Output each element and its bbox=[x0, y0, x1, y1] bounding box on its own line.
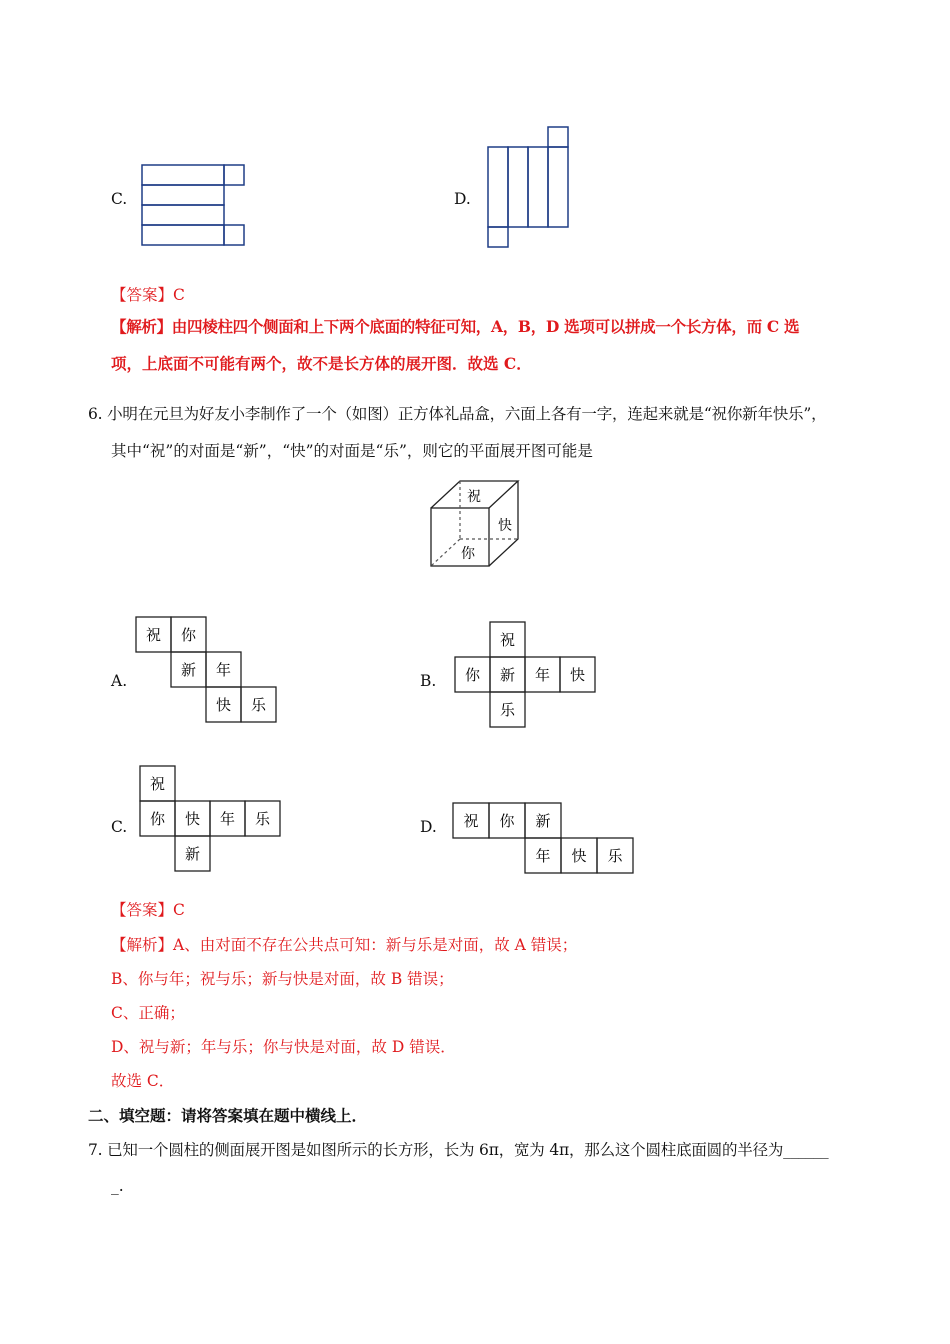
net-cell: 乐 bbox=[254, 810, 271, 828]
q5-option-c-figure bbox=[140, 162, 250, 252]
net-cell: 年 bbox=[534, 666, 551, 684]
q6-analysis-line: C、正确； bbox=[111, 1004, 185, 1022]
net-cell: 祝 bbox=[145, 626, 162, 644]
q6-analysis-line: 故选 C． bbox=[111, 1072, 175, 1090]
q7-stem-line2: _. bbox=[111, 1177, 124, 1195]
net-cell: 年 bbox=[535, 847, 551, 865]
q6-stem-line1: 6. 小明在元旦为好友小李制作了一个（如图）正方体礼品盒，六面上各有一字，连起来就是“祝你新年快乐”， bbox=[88, 405, 827, 423]
net-cell: 年 bbox=[215, 661, 232, 679]
net-cell: 新 bbox=[499, 666, 516, 684]
q6-analysis-line: D、祝与新；年与乐；你与快是对面，故 D 错误． bbox=[111, 1038, 456, 1056]
net-cell: 你 bbox=[180, 626, 197, 644]
net-cell: 你 bbox=[149, 810, 166, 828]
q5-analysis-line2: 项，上底面不可能有两个，故不是长方体的展开图．故选 C． bbox=[111, 354, 532, 373]
q5-option-c-label: C. bbox=[111, 190, 128, 208]
net-cell: 乐 bbox=[607, 847, 623, 865]
net-cell: 祝 bbox=[463, 812, 479, 830]
net-cell: 快 bbox=[569, 666, 586, 684]
cube-top-face: 祝 bbox=[467, 489, 481, 505]
net-cell: 祝 bbox=[149, 775, 166, 793]
net-cell: 快 bbox=[184, 810, 201, 828]
q6-option-b-label: B. bbox=[420, 672, 437, 690]
q5-answer: 【答案】C bbox=[111, 286, 185, 304]
q7-stem-line1: 7. 已知一个圆柱的侧面展开图是如图所示的长方形，长为 6π，宽为 4π，那么这个圆柱底面圆的半径为______ bbox=[88, 1141, 829, 1159]
q6-answer: 【答案】C bbox=[111, 901, 185, 919]
q6-option-d-label: D. bbox=[420, 818, 437, 836]
net-cell: 年 bbox=[219, 810, 236, 828]
q6-option-a-label: A. bbox=[111, 672, 128, 690]
net-cell: 新 bbox=[535, 812, 551, 830]
net-cell: 你 bbox=[464, 666, 481, 684]
q5-analysis-line1: 【解析】由四棱柱四个侧面和上下两个底面的特征可知，A，B，D 选项可以拼成一个长方体，而 C 选 bbox=[111, 317, 800, 336]
net-cell: 新 bbox=[180, 661, 197, 679]
q6-analysis-line: 【解析】A、由对面不存在公共点可知：新与乐是对面，故 A 错误； bbox=[111, 936, 578, 954]
cube-front-face: 你 bbox=[461, 546, 475, 562]
net-cell: 快 bbox=[215, 696, 232, 714]
net-cell: 祝 bbox=[499, 631, 516, 649]
q5-option-d-label: D. bbox=[454, 190, 471, 208]
q6-stem-line2: 其中“祝”的对面是“新”，“快”的对面是“乐”，则它的平面展开图可能是 bbox=[111, 442, 593, 460]
q6-cube-figure bbox=[428, 478, 522, 570]
net-cell: 快 bbox=[571, 847, 587, 865]
q6-option-d-net bbox=[451, 801, 635, 876]
net-cell: 新 bbox=[184, 845, 201, 863]
q6-option-a-net bbox=[134, 615, 282, 725]
q5-option-d-figure bbox=[486, 125, 576, 250]
q6-option-b-net bbox=[453, 620, 601, 730]
section2-heading: 二、填空题：请将答案填在题中横线上． bbox=[88, 1106, 368, 1125]
q6-option-c-label: C. bbox=[111, 818, 128, 836]
q6-analysis-line: B、你与年；祝与乐；新与快是对面，故 B 错误； bbox=[111, 970, 454, 988]
net-cell: 乐 bbox=[250, 696, 267, 714]
net-cell: 乐 bbox=[499, 701, 516, 719]
q6-option-c-net bbox=[138, 764, 286, 874]
net-cell: 你 bbox=[499, 812, 515, 830]
cube-right-face: 快 bbox=[498, 518, 512, 534]
